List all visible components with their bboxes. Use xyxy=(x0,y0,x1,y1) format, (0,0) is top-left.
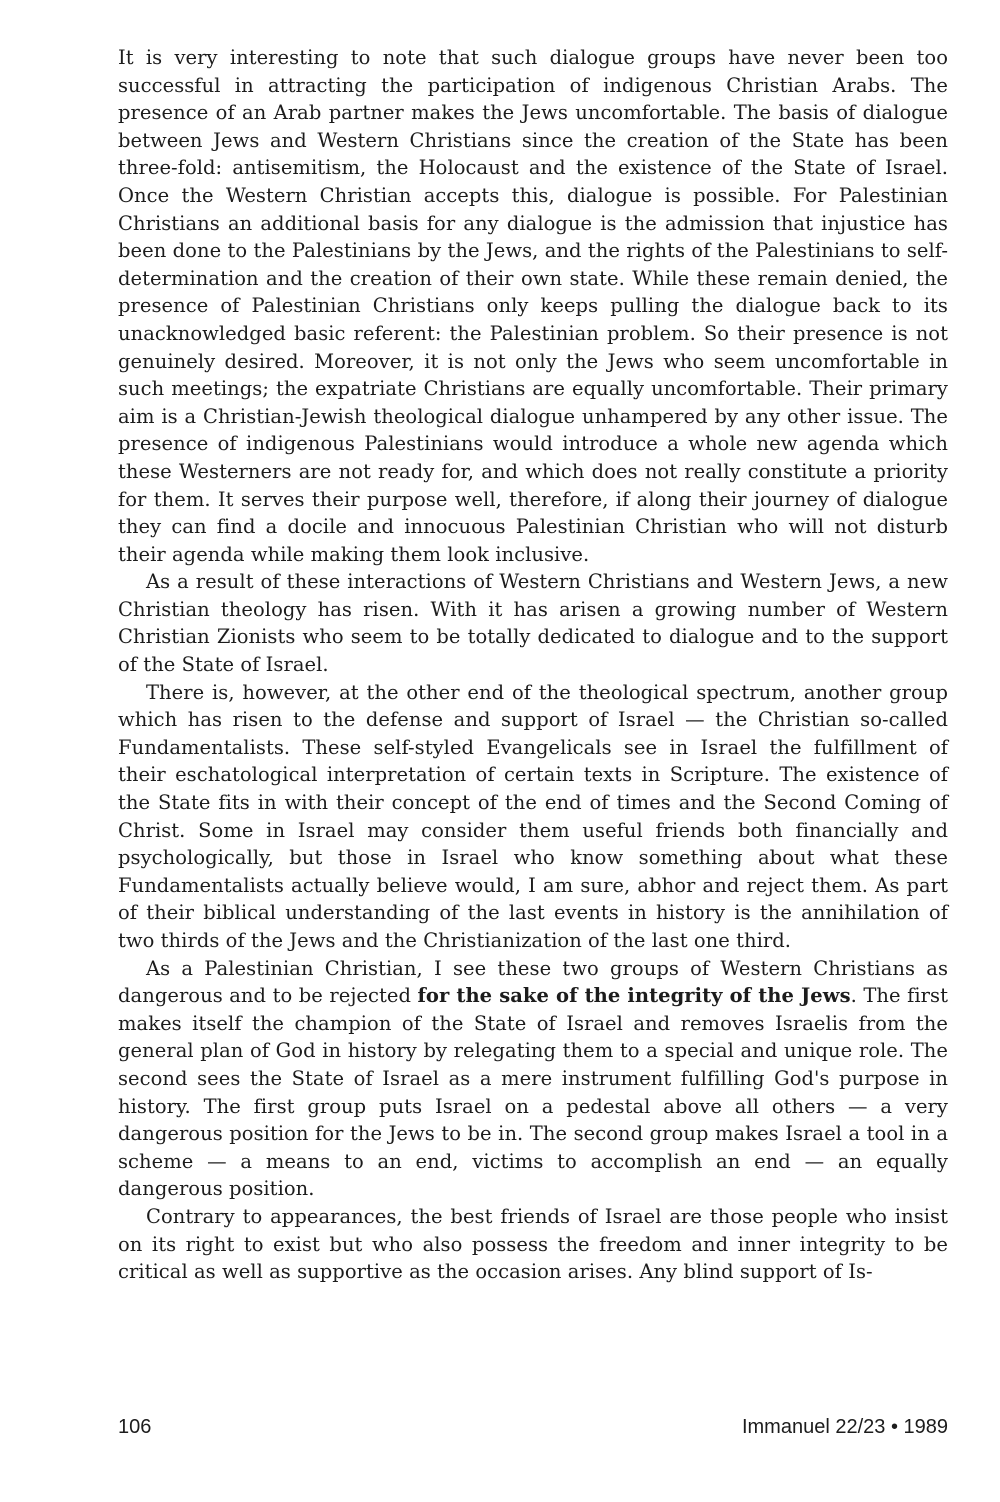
paragraph-2: As a result of these interactions of Western Christians and Western Jews, a new Christian theology has risen. With it has arisen a growing number of Western Christian Zionists who seem to be totally dedicated to dialogue and to the support of the State of Israel. xyxy=(118,570,948,677)
paragraph-5: Contrary to appearances, the best friends of Israel are those people who insist on its right to exist but who also possess the freedom and inner integrity to be critical as well as supportive as the occasion arises. Any blind support of Is- xyxy=(118,1204,948,1284)
paragraph-1: It is very interesting to note that such dialogue groups have never been too successful in attracting the participation of indigenous Christian Arabs. The presence of an Arab partner makes the Jews uncomfortable. The basis of dialogue between Jews and Western Christians since the creation of the State has been three-fold: antisemitism, the Holocaust and the existence of the State of Israel. Once the Western Christian accepts this, dialogue is possible. For Palestinian Christians an additional basis for any dialogue is the admission that injustice has been done to the Palestinians by the Jews, and the rights of the Palestinians to self-determination and the creation of their own state. While these remain denied, the presence of Palestinian Christians only keeps pulling the dialogue back to its unacknowledged basic referent: the Palestinian problem. So their presence is not genuinely desired. Moreover, it is not only the Jews who seem uncomfortable in such meetings; the expatriate Christians are equally uncomfortable. Their primary aim is a Christian-Jewish theological dialogue unhampered by any other issue. The presence of indigenous Palestinians would introduce a whole new agenda which these Westerners are not ready for, and which does not really constitute a priority for them. It serves their purpose well, therefore, if along their journey of dialogue they can find a docile and innocuous Palestinian Christian who will not disturb their agenda while making them look inclusive. xyxy=(118,46,948,566)
paragraph-3: There is, however, at the other end of the theological spectrum, another group which has risen to the defense and support of Israel — the Christian so-called Fundamentalists. These self-styled Evangelicals see in Israel the fulfillment of their eschatological interpretation of certain texts in Scripture. The existence of the State fits in with their concept of the end of times and the Second Coming of Christ. Some in Israel may consider them useful friends both financially and psychologically, but those in Israel who know something about what these Fundamentalists actually believe would, I am sure, abhor and reject them. As part of their biblical understanding of the last events in history is the annihilation of two thirds of the Jews and the Christianization of the last one third. xyxy=(118,680,948,952)
paragraph-4-text-start: As a Palestinian Christian, I see these two groups of Western Christians as dangerous and to be rejected xyxy=(118,956,948,1008)
paragraph-4-text-end: . The first makes itself the champion of the State of Israel and removes Israelis from the general plan of God in history by relegating them to a special and unique role. The second sees the State of Israel as a mere instrument fulfilling God's purpose in history. The first group puts Israel on a pedestal above all others — a very dangerous position for the Jews to be in. The second group makes Israel a tool in a scheme — a means to an end, victims to accomplish an end — an equally dangerous position. xyxy=(118,984,948,1201)
page-number: 106 xyxy=(118,1416,152,1438)
paragraph-4-bold-phrase: for the sake of the integrity of the Jews xyxy=(417,984,851,1008)
page-body xyxy=(118,44,948,1286)
journal-citation: Immanuel 22/23 • 1989 xyxy=(741,1416,948,1438)
paragraph-4 xyxy=(118,955,948,1203)
